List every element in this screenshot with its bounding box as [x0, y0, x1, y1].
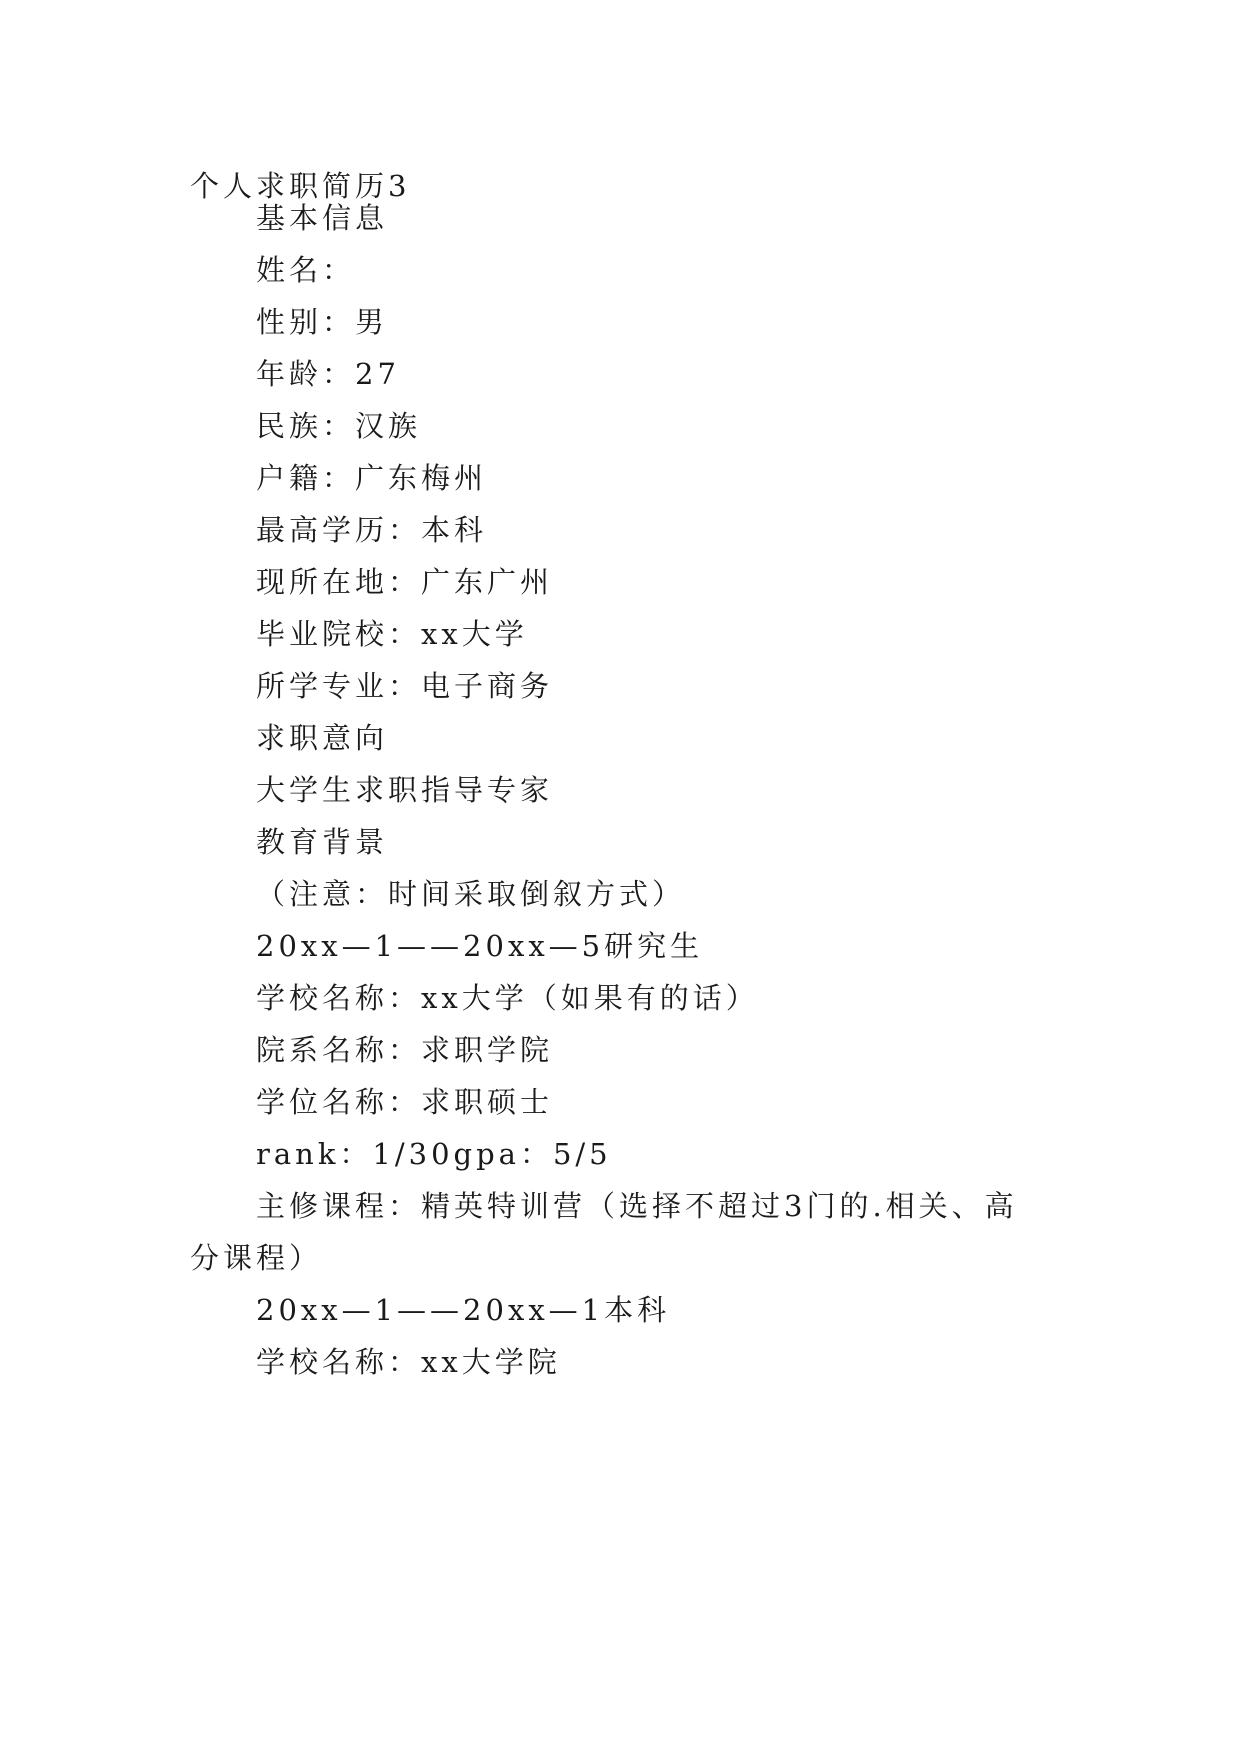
- field-courses: 主修课程：精英特训营（选择不超过3门的.相关、高: [256, 1189, 1018, 1223]
- section-heading-basic-info: 基本信息: [256, 201, 389, 235]
- field-department: 院系名称：求职学院: [256, 1033, 554, 1067]
- field-school-name-undergraduate: 学校名称：xx大学院: [256, 1345, 561, 1379]
- education-period-graduate: 20xx—1——20xx—5研究生: [256, 929, 704, 963]
- field-school-name: 学校名称：xx大学（如果有的话）: [256, 981, 759, 1015]
- section-heading-education: 教育背景: [256, 825, 389, 859]
- field-ethnicity: 民族：汉族: [256, 409, 422, 443]
- field-major: 所学专业：电子商务: [256, 669, 554, 703]
- field-courses-continued: 分课程）: [190, 1241, 323, 1275]
- field-age: 年龄：27: [256, 357, 400, 391]
- field-name: 姓名：: [256, 253, 356, 287]
- section-heading-job-intention: 求职意向: [256, 721, 389, 755]
- field-hukou: 户籍：广东梅州: [256, 461, 488, 495]
- education-period-undergraduate: 20xx—1——20xx—1本科: [256, 1293, 671, 1327]
- field-current-location: 现所在地：广东广州: [256, 565, 554, 599]
- education-note: （注意：时间采取倒叙方式）: [256, 877, 686, 911]
- field-graduated-school: 毕业院校：xx大学: [256, 617, 528, 651]
- job-intention-value: 大学生求职指导专家: [256, 773, 554, 807]
- field-education-level: 最高学历：本科: [256, 513, 488, 547]
- field-gender: 性别：男: [256, 305, 389, 339]
- field-rank-gpa: rank：1/30gpa：5/5: [256, 1137, 612, 1171]
- field-degree: 学位名称：求职硕士: [256, 1085, 554, 1119]
- document-title: 个人求职简历3: [190, 169, 411, 203]
